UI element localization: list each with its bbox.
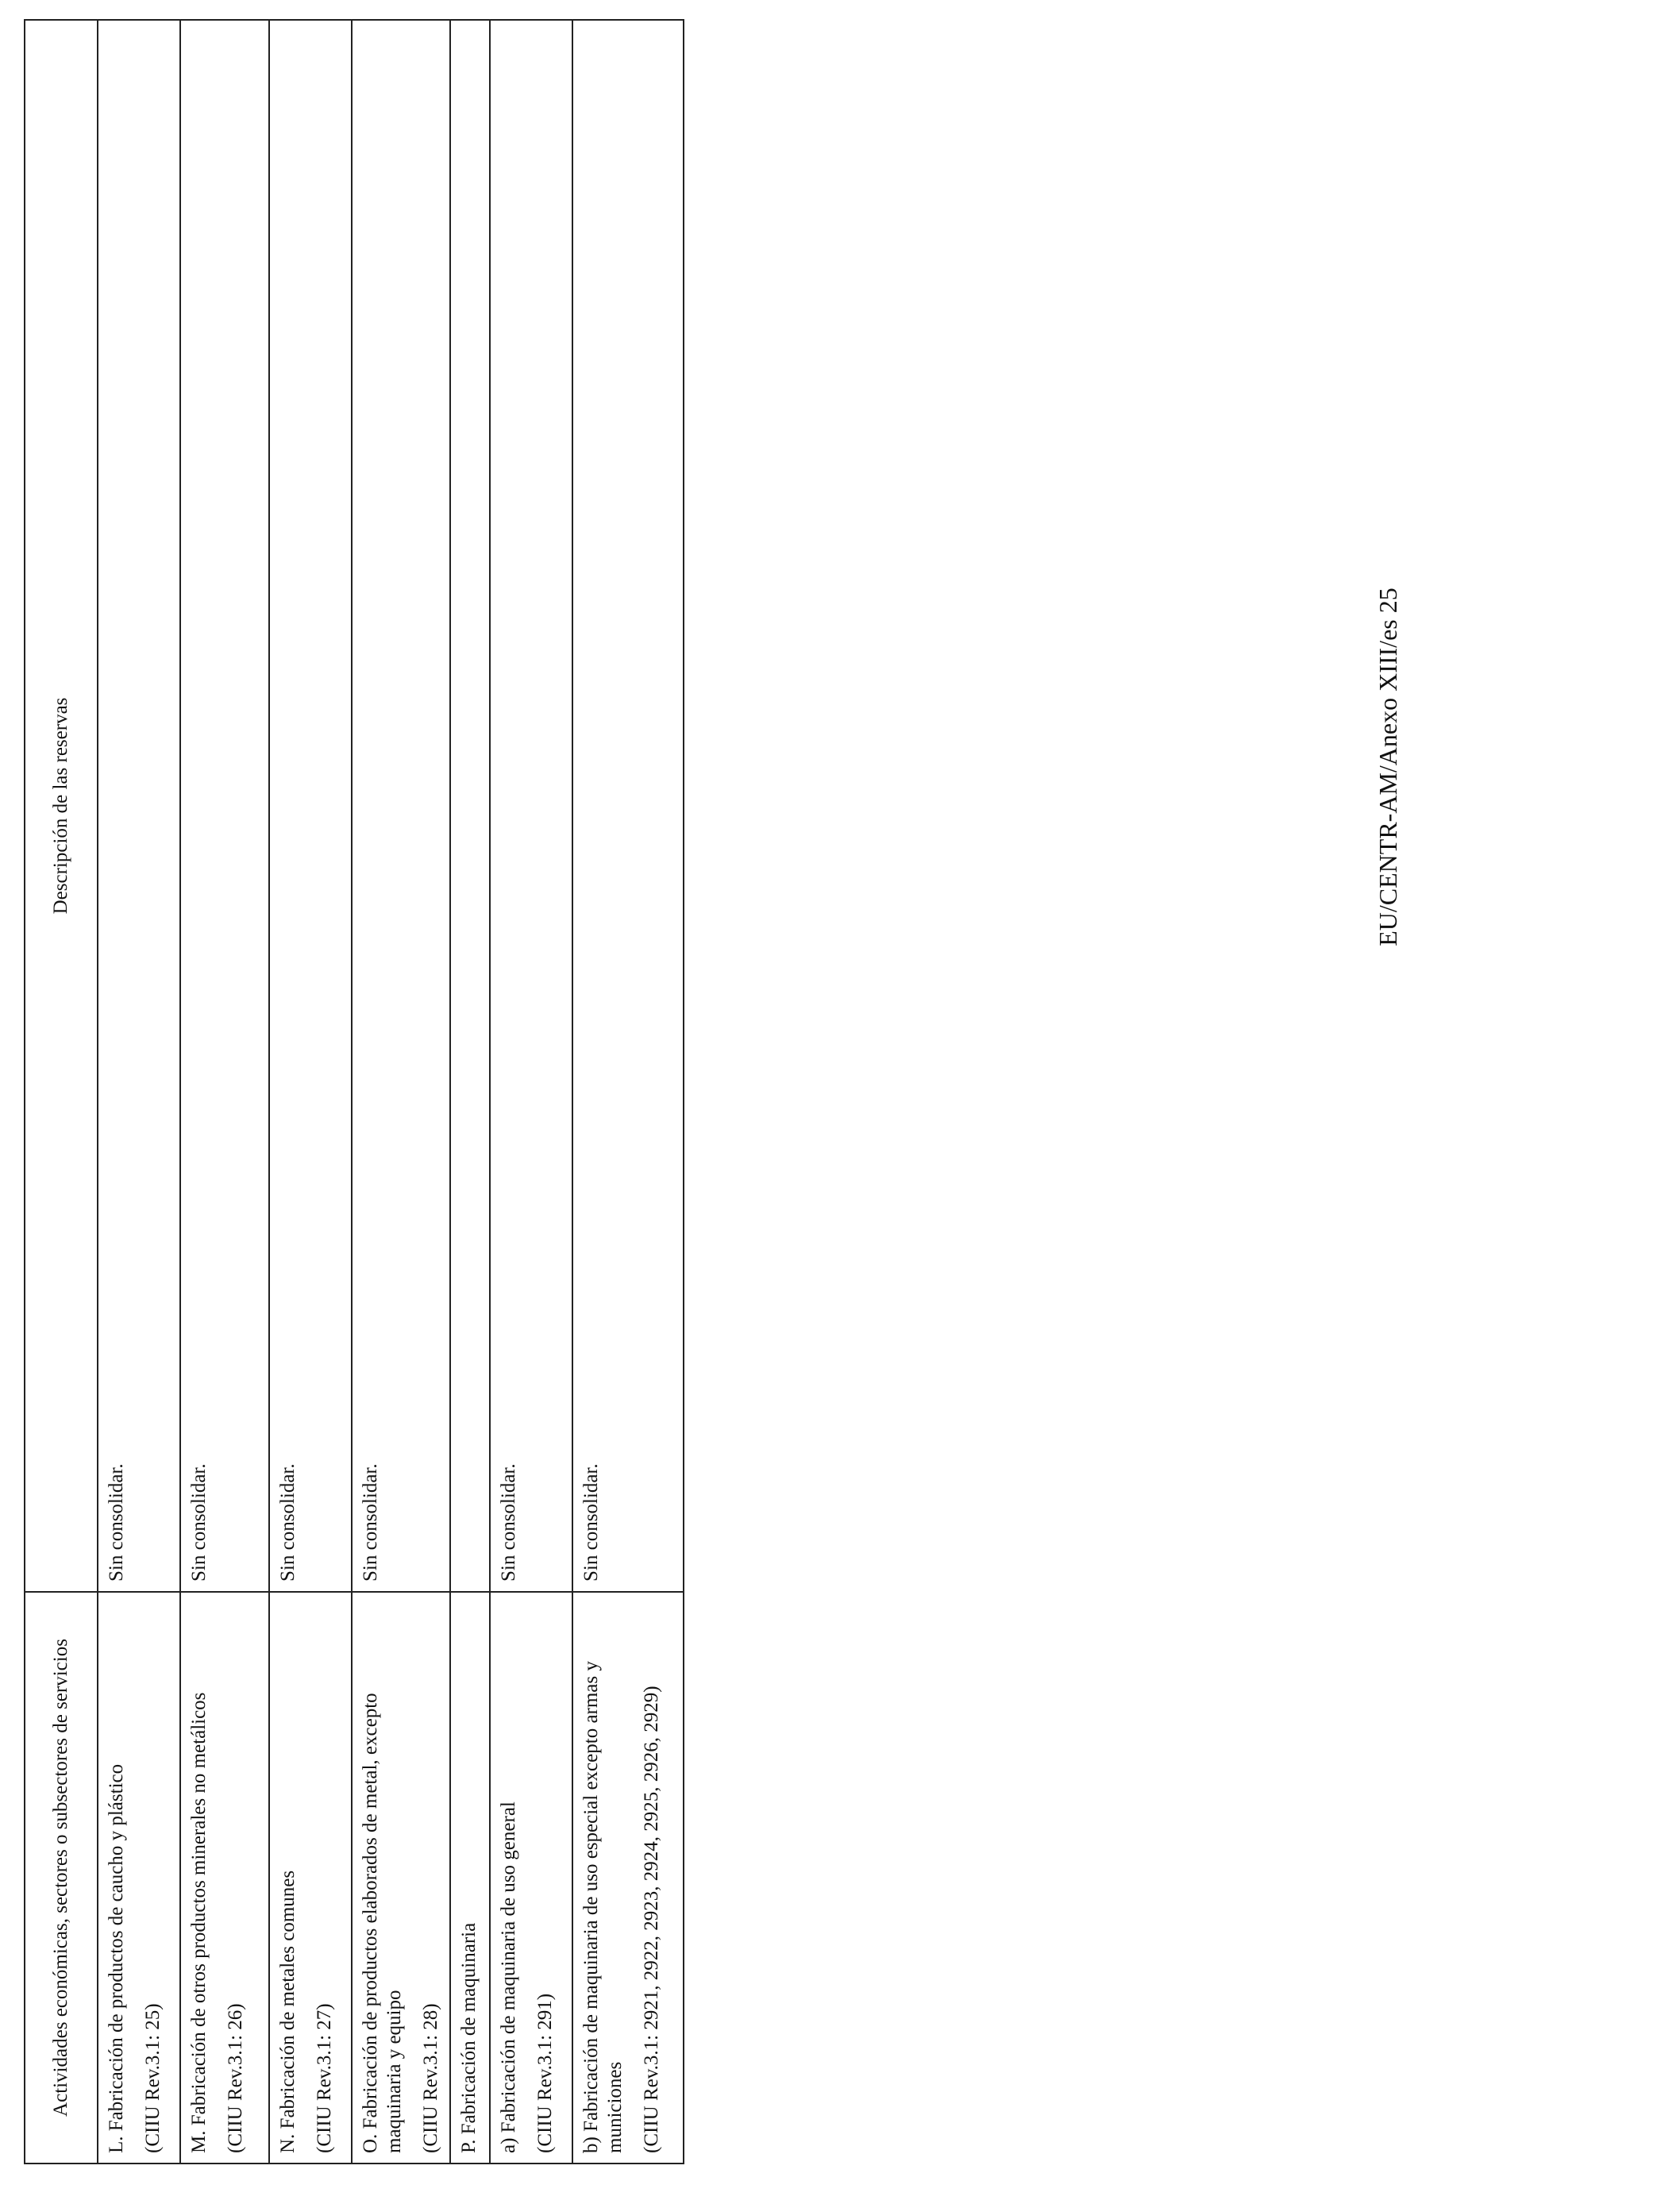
table-header-row [25,20,98,2164]
activity-code: (CIIU Rev.3.1: 27) [314,2003,335,2153]
activity-code: (CIIU Rev.3.1: 26) [225,2003,246,2153]
section-row [450,20,490,2164]
activity-title: M. Fabricación de otros productos minerales no metálicos [188,1692,210,2153]
activity-title: N. Fabricación de metales comunes [277,1870,299,2153]
header-reservations: Descripción de las reservas [25,20,98,1592]
rotated-page [0,29,1680,2188]
activity-title: a) Fabricación de maquinaria de uso general [498,1801,519,2153]
activity-cell [180,1592,269,2164]
table-row [269,20,352,2164]
activity-code: (CIIU Rev.3.1: 25) [142,2003,164,2153]
activity-cell [490,1592,572,2164]
reservation-cell: Sin consolidar. [98,20,180,1592]
activity-title: b) Fabricación de maquinaria de uso especial excepto armas y municiones [580,1661,626,2153]
document-reference: EU/CENTR-AM/Anexo XIII/es 25 [1374,588,1402,946]
activity-cell [572,1592,684,2164]
reservation-cell: Sin consolidar. [352,20,450,1592]
reservation-cell: Sin consolidar. [490,20,572,1592]
activity-code: (CIIU Rev.3.1: 2921, 2922, 2923, 2924, 2925, 2926, 2929) [641,1686,662,2153]
table-row [572,20,684,2164]
reservation-cell: Sin consolidar. [269,20,352,1592]
reservation-cell: Sin consolidar. [180,20,269,1592]
table-row [490,20,572,2164]
section-blank-cell [450,20,490,1592]
reservations-table [24,19,684,2164]
activity-cell [352,1592,450,2164]
activity-code: (CIIU Rev.3.1: 28) [420,2003,441,2153]
header-activities: Actividades económicas, sectores o subsectores de servicios [25,1592,98,2164]
activity-code: (CIIU Rev.3.1: 291) [534,1993,556,2153]
reservation-cell: Sin consolidar. [572,20,684,1592]
table-row [98,20,180,2164]
activity-cell [269,1592,352,2164]
table-row [180,20,269,2164]
section-title: P. Fabricación de maquinaria [450,1592,490,2164]
activity-title: L. Fabricación de productos de caucho y plástico [106,1763,127,2153]
table-row [352,20,450,2164]
activity-title: O. Fabricación de productos elaborados de metal, excepto maquinaria y equipo [360,1693,405,2153]
activity-cell [98,1592,180,2164]
